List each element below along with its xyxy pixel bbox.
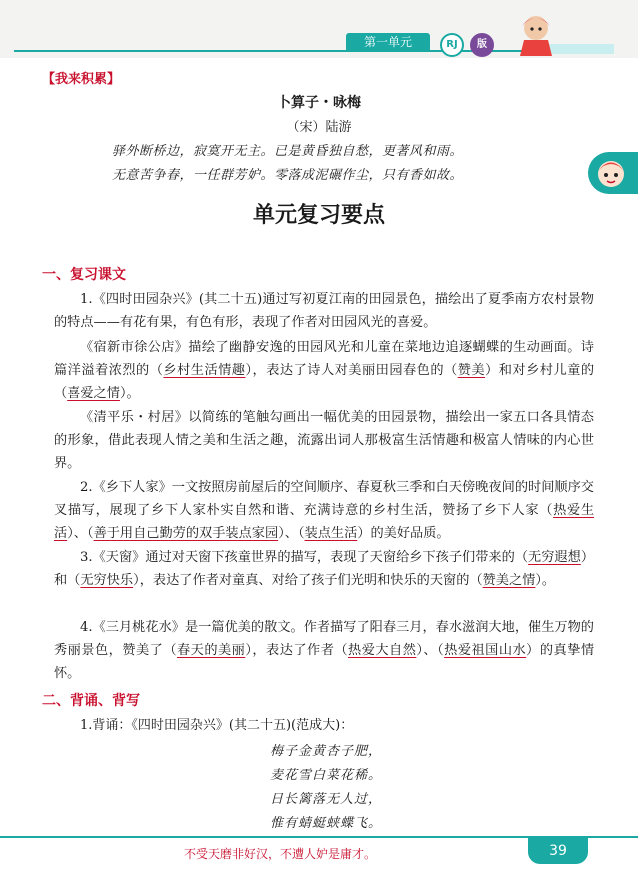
answer: 热爱生活 [54, 503, 595, 541]
poem-title: 卜算子・咏梅 [277, 95, 361, 111]
recite-line: 惟有蜻蜓蛱蝶飞。 [270, 816, 383, 831]
answer: 喜爱之情 [67, 386, 120, 401]
answer: 春天的美丽 [176, 643, 246, 658]
paragraph-4: 2.《乡下人家》一文按照房前屋后的空间顺序、春夏秋三季和白天傍晚夜间的时间顺序交叉描写，展现了乡下人家朴实自然和谐、充满诗意的乡村生活，赞扬了乡下人家（热爱生活）、（善于用自己勤劳的双手装点家园）、（装点生活）的美好品质。 [54, 480, 595, 541]
paragraph-1: 1.《四时田园杂兴》(其二十五)通过写初夏江南的田园景色，描绘出了夏季南方农村景物的特点——有花有果，有色有形，表现了作者对田园风光的喜爱。 [54, 292, 594, 330]
unit-tab: 第一单元 [346, 33, 430, 51]
recite-intro: 1.背诵：《四时田园杂兴》(其二十五)(范成大)： [80, 718, 354, 733]
answer: 无穷遐想 [528, 550, 581, 565]
answer: 赞美 [457, 363, 486, 378]
paragraph-5: 3.《天窗》通过对天窗下孩童世界的描写，表现了天窗给乡下孩子们带来的（无穷遐想）和（无穷快乐），表达了作者对童真、对给了孩子们光明和快乐的天窗的（赞美之情）。 [54, 550, 594, 588]
cartoon-face-icon [594, 156, 628, 190]
answer: 无穷快乐 [80, 573, 134, 588]
page-title: 单元复习要点 [252, 203, 385, 228]
section-heading-review: 一、复习课文 [42, 267, 126, 283]
answer: 热爱大自然 [348, 643, 417, 658]
paragraph-3: 《清平乐・村居》以简练的笔触勾画出一幅优美的田园景物，描绘出一家五口各具情态的形象，借此表现人情之美和生活之趣，流露出词人那极富生活情趣和极富人情味的内心世界。 [54, 410, 594, 471]
side-tab [588, 152, 638, 194]
mascot-girl-icon [496, 10, 616, 58]
recite-line: 日长篱落无人过， [270, 792, 383, 807]
accumulate-label: 【我来积累】 [42, 72, 121, 87]
recite-line: 麦花雪白菜花稀。 [270, 768, 383, 783]
edition-badge: 版 [470, 33, 494, 57]
footer-motto: 不受天磨非好汉，不遭人妒是庸才。 [183, 847, 376, 861]
recite-line: 梅子金黄杏子肥， [270, 744, 383, 759]
poem-author: （宋）陆游 [286, 120, 352, 135]
answer: 善于用自己勤劳的双手装点家园 [93, 526, 279, 541]
paragraph-6: 4.《三月桃花水》是一篇优美的散文。作者描写了阳春三月，春水滋润大地，催生万物的秀丽景色，赞美了（春天的美丽），表达了作者（热爱大自然）、（热爱祖国山水）的真挚情怀。 [54, 620, 595, 681]
paragraph-2: 《宿新市徐公店》描绘了幽静安逸的田园风光和儿童在菜地边追逐蝴蝶的生动画面。诗篇洋溢着浓烈的（乡村生活情趣），表达了诗人对美丽田园春色的（赞美）和对乡村儿童的（喜爱之情）。 [54, 340, 595, 401]
section-heading-recite: 二、背诵、背写 [42, 693, 140, 709]
answer: 装点生活 [304, 526, 358, 541]
page-number: 39 [528, 838, 588, 864]
answer: 赞美之情 [482, 573, 536, 588]
rj-badge: RJ [440, 33, 464, 57]
answer: 热爱祖国山水 [444, 643, 527, 658]
answer: 乡村生活情趣 [163, 363, 246, 378]
poem-line: 驿外断桥边，寂寞开无主。已是黄昏独自愁，更著风和雨。 [112, 144, 464, 159]
poem-line: 无意苦争春，一任群芳妒。零落成泥碾作尘，只有香如故。 [112, 168, 464, 183]
